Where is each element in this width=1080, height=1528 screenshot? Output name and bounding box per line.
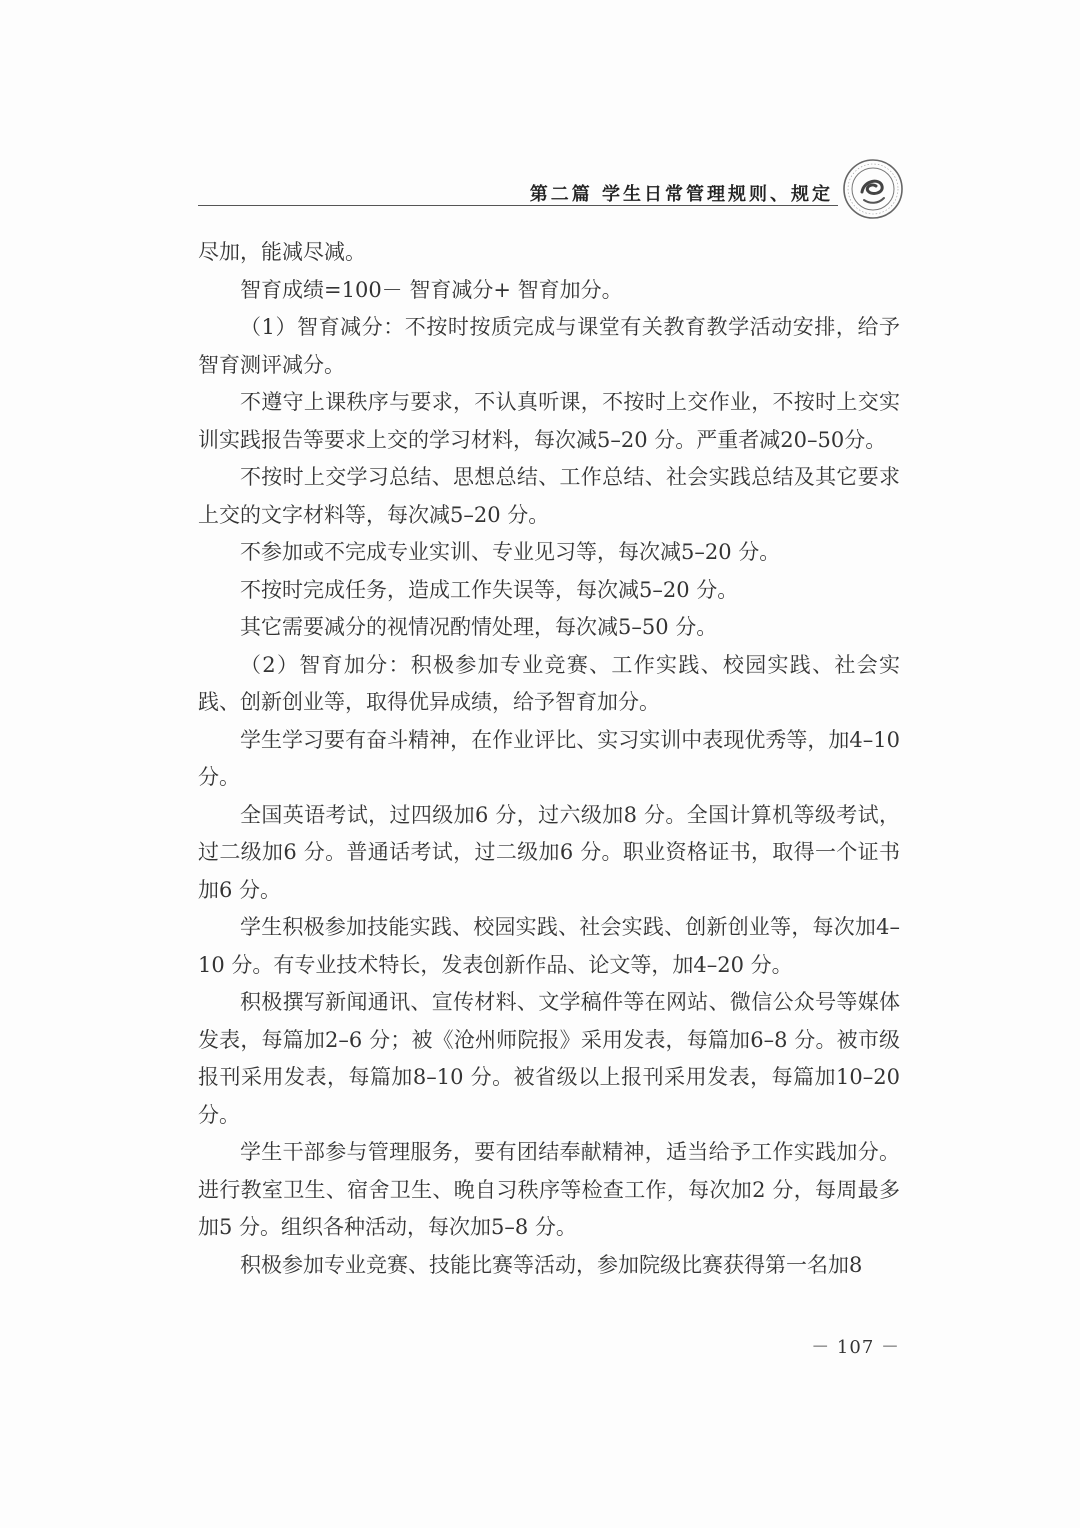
paragraph: 全国英语考试，过四级加6 分，过六级加8 分。全国计算机等级考试，过二级加6 分。普通话考试，过二级加6 分。职业资格证书，取得一个证书加6 分。 [198,802,900,902]
paragraph: 不按时上交学习总结、思想总结、工作总结、社会实践总结及其它要求上交的文字材料等，每次减5–20 分。 [198,465,900,527]
page-number: － 107 － [811,1337,900,1358]
paragraph: 积极撰写新闻通讯、宣传材料、文学稿件等在网站、微信公众号等媒体发表，每篇加2–6 分；被《沧州师院报》采用发表，每篇加6–8 分。被市级报刊采用发表，每篇加8–10 分。被省级以上报刊采用发表，每篇加10–20 分。 [198,990,900,1127]
paragraph: 学生学习要有奋斗精神，在作业评比、实习实训中表现优秀等，加4–10 分。 [198,727,900,789]
paragraph: 智育成绩=100－ 智育减分+ 智育加分。 [240,277,623,302]
header-title: 第二篇 学生日常管理规则、规定 [529,184,833,205]
paragraph: 学生积极参加技能实践、校园实践、社会实践、创新创业等，每次加4–10 分。有专业技术特长，发表创新作品、论文等，加4–20 分。 [198,915,900,977]
paragraph: 不参加或不完成专业实训、专业见习等，每次减5–20 分。 [240,540,781,564]
paragraph: 学生干部参与管理服务，要有团结奉献精神，适当给予工作实践加分。进行教室卫生、宿舍卫生、晚自习秩序等检查工作，每次加2 分，每周最多加5 分。组织各种活动，每次加5–8 分。 [198,1140,900,1239]
paragraph: 尽加，能减尽减。 [198,240,366,264]
paragraph: 积极参加专业竞赛、技能比赛等活动，参加院级比赛获得第一名加8 [240,1252,863,1277]
paragraph: 其它需要减分的视情况酌情处理，每次减5–50 分。 [240,615,718,639]
header-divider [198,205,838,206]
paragraph: （1）智育减分：不按时按质完成与课堂有关教育教学活动安排，给予智育测评减分。 [198,315,900,377]
paragraph: 不遵守上课秩序与要求，不认真听课，不按时上交作业，不按时上交实训实践报告等要求上交的学习材料，每次减5–20 分。严重者减20–50分。 [198,390,900,452]
paragraph: 不按时完成任务，造成工作失误等，每次减5–20 分。 [240,577,739,602]
college-seal-icon [842,158,904,220]
paragraph: （2）智育加分：积极参加专业竞赛、工作实践、校园实践、社会实践、创新创业等，取得优异成绩，给予智育加分。 [198,652,900,714]
body-text [198,234,900,1284]
running-header [198,176,833,206]
